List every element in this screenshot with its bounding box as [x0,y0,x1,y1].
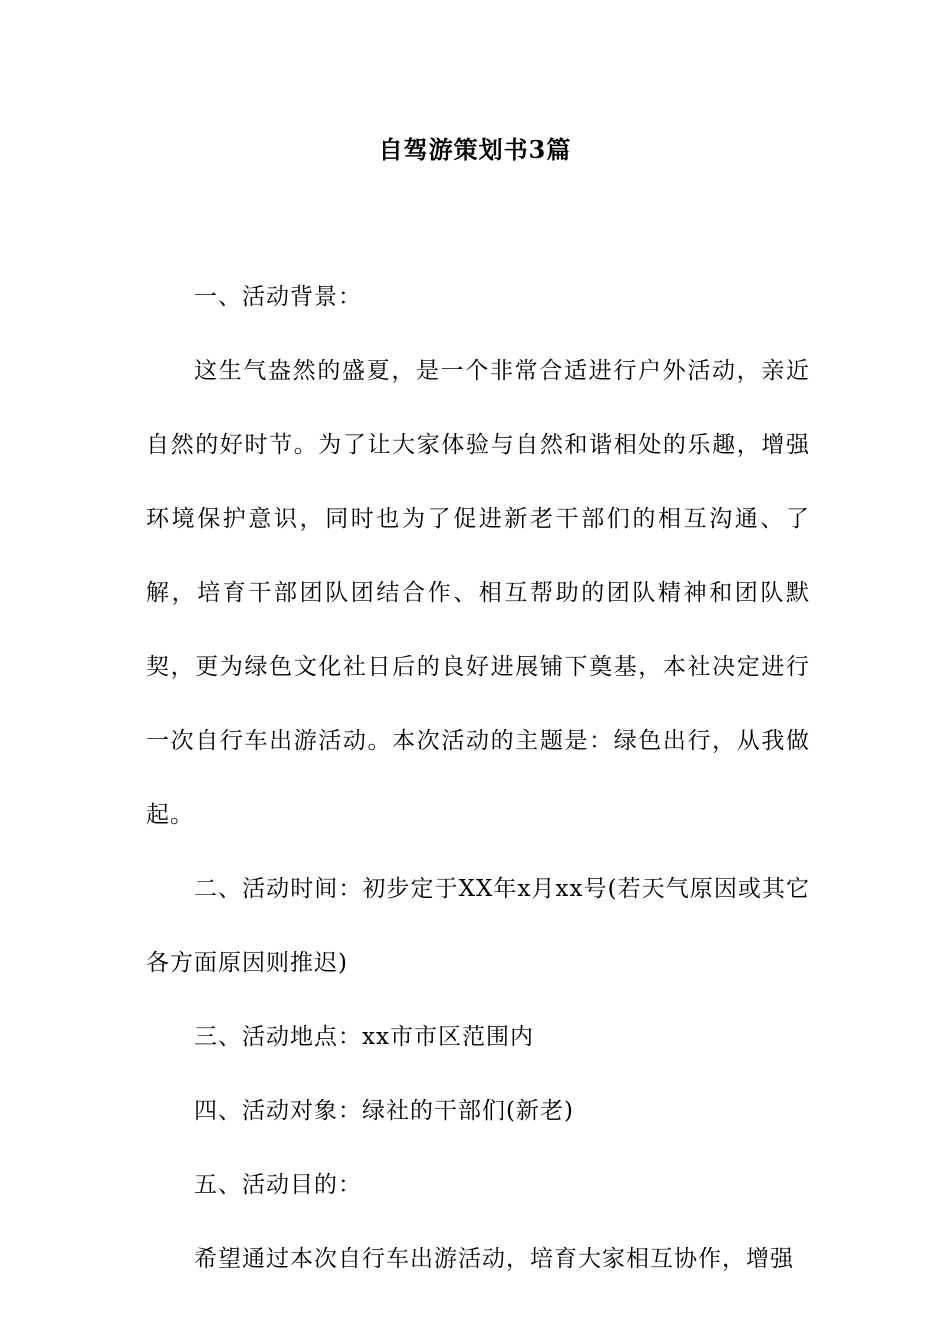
document-body [146,260,810,1296]
paragraph-background-text: 这生气盎然的盛夏，是一个非常合适进行户外活动，亲近自然的好时节。为了让大家体验与自然和谐相处的乐趣，增强环境保护意识，同时也为了促进新老干部们的相互沟通、了解，培育干部团队团结合作、相互帮助的团队精神和团队默契，更为绿色文化社日后的良好进展铺下奠基，本社决定进行一次自行车出游活动。本次活动的主题是：绿色出行，从我做起。 [146,358,810,828]
paragraph-activity-location: 三、活动地点：xx市市区范围内 [194,1024,534,1050]
document-title: 自驾游策划书3篇 [378,135,572,164]
paragraph-background-heading: 一、活动背景： [194,284,362,310]
paragraph-activity-time: 二、活动时间：初步定于XX年x月xx号(若天气原因或其它各方面原因则推迟) [146,876,810,976]
paragraph-purpose-heading: 五、活动目的： [194,1172,362,1198]
paragraph-purpose-text: 希望通过本次自行车出游活动，培育大家相互协作，增强 [194,1246,794,1272]
paragraph-activity-target: 四、活动对象：绿社的干部们(新老) [194,1098,574,1124]
